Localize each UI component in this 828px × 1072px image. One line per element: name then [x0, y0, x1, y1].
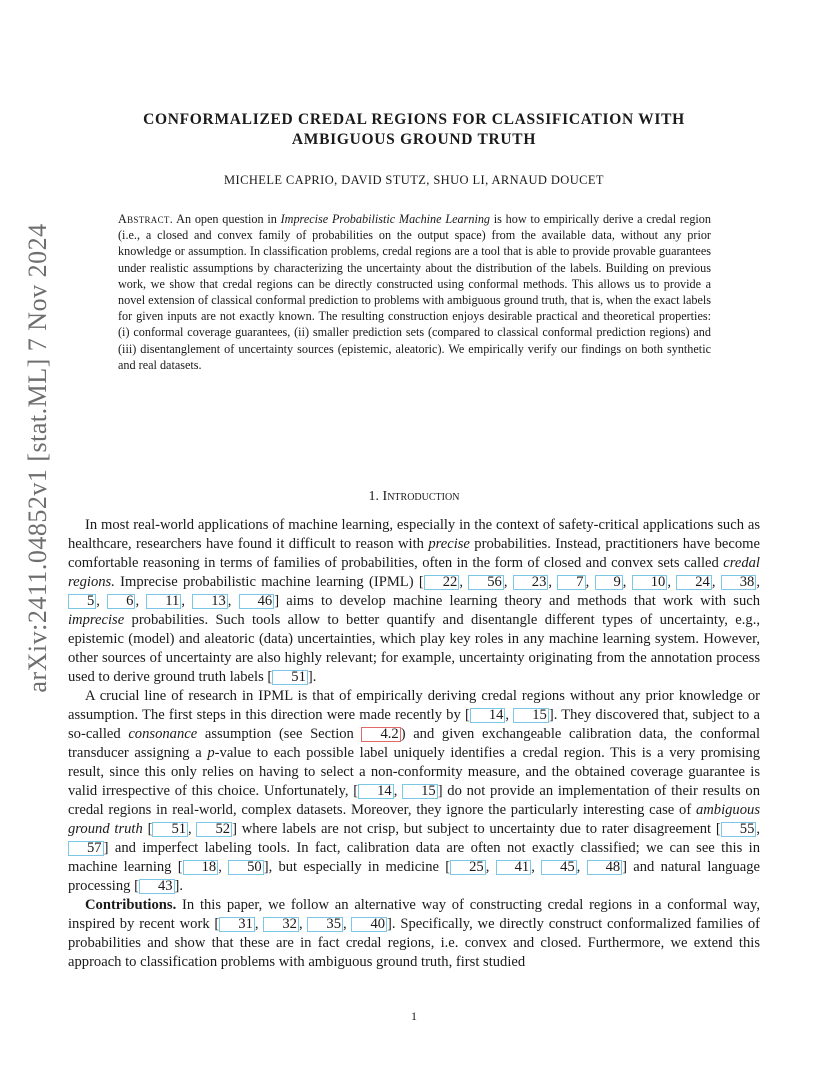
emphasis-text: p: [207, 745, 215, 761]
emphasis-text: ambiguous ground truth: [68, 802, 760, 837]
paragraph-2: [68, 687, 760, 896]
paragraph-text: and natural language processing: [68, 859, 761, 894]
citation-link[interactable]: 15: [402, 784, 438, 799]
citation-group: [ 51 ]: [267, 669, 313, 685]
body-text: [68, 516, 760, 972]
citation-group: [ 18 , 50 ]: [177, 859, 269, 875]
citation-link[interactable]: 45: [541, 860, 577, 875]
abstract-text: is how to empirically derive a credal region (i.e., a closed and convex family of probabilities on the output space) from the available data, without any prior knowledge or assumption. In classification problems, credal regions are a tool that is able to provide provable guarantees under realistic assumptions by characterizing the uncertainty about the distribution of the labels. Building on previous work, we show that credal regions can be directly constructed using conformal methods. This allows us to provide a novel extension of classical conformal prediction to problems with ambiguous ground truth, that is, when the exact labels for given inputs are not exactly known. The resulting construction enjoys desirable practical and theoretical properties: (i) conformal coverage guarantees, (ii) smaller prediction sets (compared to classical conformal prediction regions) and (iii) disentanglement of uncertainty sources (epistemic, aleatoric). We empirically verify our findings on both synthetic and real datasets.: [118, 212, 711, 372]
paragraph-text: -value to each possible label uniquely identifies a credal region. This is a very promising result, since this only relies on having to select a non-conformity measure, and the obtained coverage guarantee is valid irrespective of this choice. Unfortunately,: [68, 745, 760, 799]
paragraph-text: do not provide an implementation of their results on credal regions in real-world, complex datasets. Moreover, they ignore the particularly interesting case of: [68, 783, 761, 818]
citation-group: [ 55 , 57 ]: [68, 821, 760, 856]
citation-link[interactable]: 43: [139, 879, 175, 894]
abstract-text: An open question in: [173, 212, 281, 226]
citation-link[interactable]: 6: [107, 594, 135, 609]
citation-link[interactable]: 18: [183, 860, 219, 875]
citation-link[interactable]: 50: [228, 860, 264, 875]
emphasis-text: credal regions.: [68, 555, 760, 590]
paragraph-text: In this paper, we follow an alternative way of constructing credal regions in a conformal way, inspired by recent work: [68, 897, 760, 932]
abstract-emphasis: Imprecise Probabilistic Machine Learning: [280, 212, 491, 226]
section-heading-introduction: [68, 489, 760, 505]
citation-group: [ 43 ]: [134, 878, 180, 894]
paragraph-text: ) and given exchangeable calibration data, the conformal transducer assigning a: [68, 726, 760, 761]
citation-link[interactable]: 5: [68, 594, 96, 609]
citation-group: [ 31 , 32 , 35 , 40 ]: [214, 916, 392, 932]
paragraph-text: .: [179, 878, 184, 894]
citation-group: [ 25 , 41 , 45 , 48 ]: [445, 859, 628, 875]
paragraph-text: , but especially in medicine: [268, 859, 446, 875]
citation-link[interactable]: 7: [557, 575, 585, 590]
paragraph-text: where labels are not crisp, but subject to uncertainty due to rater disagreement: [236, 821, 716, 837]
citation-link[interactable]: 14: [470, 708, 506, 723]
citation-link[interactable]: 14: [358, 784, 394, 799]
page-number: 1: [411, 1009, 417, 1023]
paragraph-text: A crucial line of research in IPML is that of empirically deriving credal regions without any prior knowledge or assumption. The first steps in this direction were made recently by: [68, 688, 760, 723]
section-reference-link[interactable]: 4.2: [361, 727, 400, 742]
paragraph-text: aims to develop machine learning theory and methods that work with such: [279, 593, 761, 609]
paragraph-lead-bold: Contributions.: [85, 897, 177, 913]
paragraph-text: . Specifically, we directly construct conformalized families of probabilities and show that these are in fact credal regions, i.e. convex and closed. Furthermore, we extend this approach to classification problems with ambiguous ground truth, first studied: [68, 916, 761, 970]
author-list: MICHELE CAPRIO, DAVID STUTZ, SHUO LI, ARNAUD DOUCET: [224, 173, 604, 187]
citation-group: [ 14 , 15 ]: [464, 707, 554, 723]
abstract: [118, 211, 711, 373]
paragraph-text: probabilities. Such tools allow to better quantify and disentangle different types of uncertainty, e.g., epistemic (model) and aleatoric (data) uncertainties, which play key roles in any machine learning system. However, other sources of uncertainty are also highly relevant; for example, uncertainty originating from the annotation process used to derive ground truth labels: [68, 612, 760, 685]
paragraph-3: [68, 896, 760, 972]
paragraph-text: [143, 821, 148, 837]
paragraph-text: Imprecise probabilistic machine learning (IPML): [114, 574, 419, 590]
citation-link[interactable]: 38: [721, 575, 757, 590]
citation-link[interactable]: 25: [450, 860, 486, 875]
citation-link[interactable]: 10: [632, 575, 668, 590]
emphasis-text: imprecise: [68, 612, 125, 628]
paper-title: [100, 110, 728, 150]
citation-link[interactable]: 56: [468, 575, 504, 590]
citation-link[interactable]: 51: [152, 822, 188, 837]
citation-link[interactable]: 31: [219, 917, 255, 932]
citation-link[interactable]: 55: [721, 822, 757, 837]
paragraph-text: assumption (see Section: [197, 726, 362, 742]
title-line-1: CONFORMALIZED CREDAL REGIONS FOR CLASSIFICATION WITH: [143, 111, 685, 128]
citation-link[interactable]: 15: [513, 708, 549, 723]
paragraph-text: probabilities. Instead, practitioners have become comfortable reasoning in terms of families of probabilities, often in the form of closed and convex sets called: [68, 536, 760, 571]
title-line-2: AMBIGUOUS GROUND TRUTH: [291, 131, 537, 148]
citation-link[interactable]: 51: [272, 670, 308, 685]
abstract-label: Abstract.: [118, 212, 174, 226]
citation-group: [ 22 , 56 , 23 , 7 , 9 , 10 , 24 , 38 , 5 , 6 , 11 , 13 , 46 ]: [68, 574, 760, 609]
emphasis-text: consonance: [128, 726, 198, 742]
citation-link[interactable]: 23: [513, 575, 549, 590]
citation-link[interactable]: 57: [68, 841, 104, 856]
citation-link[interactable]: 24: [676, 575, 712, 590]
citation-link[interactable]: 52: [196, 822, 232, 837]
citation-link[interactable]: 22: [424, 575, 460, 590]
citation-link[interactable]: 40: [351, 917, 387, 932]
emphasis-text: precise: [428, 536, 470, 552]
paragraph-text: . They discovered that, subject to a so-called: [68, 707, 761, 742]
section-name: Introduction: [382, 489, 460, 504]
paragraph-text: In most real-world applications of machine learning, especially in the context of safety-critical applications such as healthcare, researchers have found it difficult to reason with: [68, 517, 760, 552]
citation-link[interactable]: 9: [595, 575, 623, 590]
citation-link[interactable]: 32: [263, 917, 299, 932]
paragraph-1: [68, 516, 760, 687]
paragraph-text: .: [312, 669, 317, 685]
citation-link[interactable]: 46: [239, 594, 275, 609]
citation-group: [ 14 , 15 ]: [353, 783, 443, 799]
citation-link[interactable]: 41: [496, 860, 532, 875]
section-number: 1.: [368, 489, 380, 504]
citation-link[interactable]: 13: [192, 594, 228, 609]
citation-group: [ 51 , 52 ]: [147, 821, 237, 837]
paragraph-text: and imperfect labeling tools. In fact, calibration data are often not exactly classified; we can see this in machine learning: [68, 840, 760, 875]
citation-link[interactable]: 11: [146, 594, 181, 609]
arxiv-identifier-stamp[interactable]: arXiv:2411.04852v1 [stat.ML] 7 Nov 2024: [23, 223, 52, 693]
citation-link[interactable]: 35: [307, 917, 343, 932]
citation-link[interactable]: 48: [587, 860, 623, 875]
